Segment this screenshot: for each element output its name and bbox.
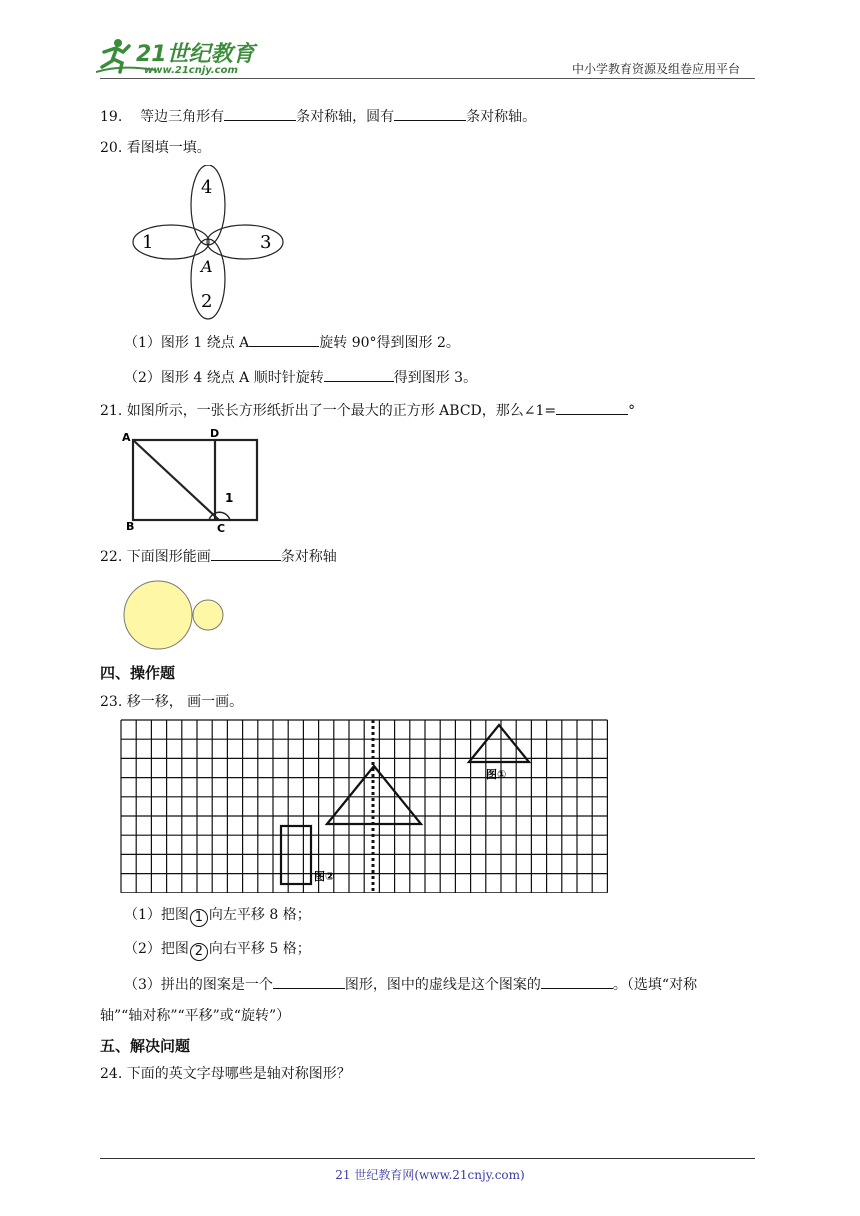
q23-grid-figure	[118, 718, 613, 893]
q23-blank-2[interactable]	[541, 973, 613, 989]
petal-3	[207, 225, 283, 259]
q20-p1-text-b: 旋转 90°得到图形 2。	[319, 335, 460, 351]
q22-blank[interactable]	[211, 545, 281, 561]
q20-p1-text-a: （1）图形 1 绕点 A	[124, 335, 250, 351]
logo	[96, 34, 266, 76]
big-circle	[124, 581, 192, 649]
q21-number: 21.	[100, 403, 123, 419]
label-angle-1: 1	[225, 491, 234, 505]
q24-text: 下面的英文字母哪些是轴对称图形？	[126, 1066, 351, 1082]
small-circle	[193, 600, 223, 630]
figure-1-label: 图①	[486, 768, 507, 781]
q23-number: 23.	[100, 694, 123, 710]
q20-title: 看图填一填。	[126, 140, 211, 156]
q22-circles-figure	[118, 578, 228, 656]
q19-text-1: 等边三角形有	[140, 109, 225, 125]
label-c: C	[217, 522, 226, 535]
q20-p2-text-a: （2）图形 4 绕点 A 顺时针旋转	[124, 370, 324, 386]
q21-text-1: 如图所示，一张长方形纸折出了一个最大的正方形 ABCD，那么∠1=	[126, 403, 557, 419]
q20-petal-figure	[130, 165, 290, 320]
q20-blank-1[interactable]	[249, 331, 319, 347]
q19-text-2: 条对称轴，圆有	[296, 109, 395, 125]
q23-part-1	[124, 905, 311, 927]
q23-p2-text-a: （2）把图	[124, 941, 189, 957]
q23-title: 移一移， 画一画。	[126, 694, 244, 710]
q19-blank-1[interactable]	[224, 105, 296, 121]
footer-divider	[100, 1158, 755, 1159]
section-4-title: 四、操作题	[100, 664, 176, 682]
q23-p3-text-b: 图形，图中的虚线是这个图案的	[344, 977, 541, 993]
header-right-text: 中小学教育资源及组卷应用平台	[572, 62, 741, 76]
diagonal-line	[133, 440, 219, 520]
question-21	[100, 399, 635, 421]
question-22	[100, 545, 337, 567]
q23-blank-1[interactable]	[273, 973, 345, 989]
q23-p1-text-a: （1）把图	[124, 907, 189, 923]
q19-blank-2[interactable]	[394, 105, 466, 121]
label-4: 4	[201, 177, 213, 198]
q20-part-1	[124, 331, 460, 353]
label-d: D	[210, 427, 220, 440]
q22-text-1: 下面图形能画	[126, 549, 211, 565]
question-20-title	[100, 138, 211, 158]
logo-url: www.21cnjy.com	[144, 65, 238, 76]
q20-blank-2[interactable]	[324, 366, 394, 382]
q21-rectangle-figure	[118, 425, 268, 537]
figure-2-label: 图②	[314, 870, 335, 883]
q19-text-3: 条对称轴。	[466, 109, 537, 125]
question-19	[100, 105, 536, 127]
question-24	[100, 1064, 351, 1084]
q21-degree: °	[628, 403, 636, 419]
q23-p2-text-b: 向右平移 5 格；	[208, 941, 311, 957]
footer-text: 21 世纪教育网(www.21cnjy.com)	[335, 1168, 525, 1182]
label-point-a: A	[201, 257, 213, 276]
q22-text-2: 条对称轴	[280, 549, 337, 565]
q23-part-2	[124, 939, 311, 961]
question-23-title	[100, 692, 243, 712]
rectangle-outline	[133, 440, 257, 520]
q23-part-3-cont: 轴”“轴对称”“平移”或“旋转”）	[100, 1008, 291, 1024]
q20-part-2	[124, 366, 477, 388]
q20-number: 20.	[100, 140, 123, 156]
q21-blank[interactable]	[556, 399, 628, 415]
q23-p1-text-b: 向左平移 8 格；	[208, 907, 311, 923]
circled-number-1: 1	[190, 909, 208, 927]
q22-number: 22.	[100, 549, 123, 565]
q24-number: 24.	[100, 1066, 123, 1082]
q20-p2-text-b: 得到图形 3。	[393, 370, 478, 386]
header-divider	[100, 78, 755, 79]
label-2: 2	[201, 291, 213, 312]
grid	[121, 720, 607, 893]
circled-number-2: 2	[190, 943, 208, 961]
logo-text: 21世纪教育	[136, 42, 255, 67]
q23-p3-text-a: （3）拼出的图案是一个	[124, 977, 273, 993]
label-b: B	[126, 520, 135, 533]
figure-1-triangle	[469, 725, 529, 762]
label-a: A	[122, 431, 131, 444]
q19-number: 19.	[100, 109, 123, 125]
section-5-title: 五、解决问题	[100, 1037, 191, 1055]
label-1: 1	[142, 232, 154, 253]
q23-part-3	[124, 973, 697, 995]
q23-p3-text-c: 。（选填“对称	[612, 977, 698, 993]
label-3: 3	[260, 232, 272, 253]
